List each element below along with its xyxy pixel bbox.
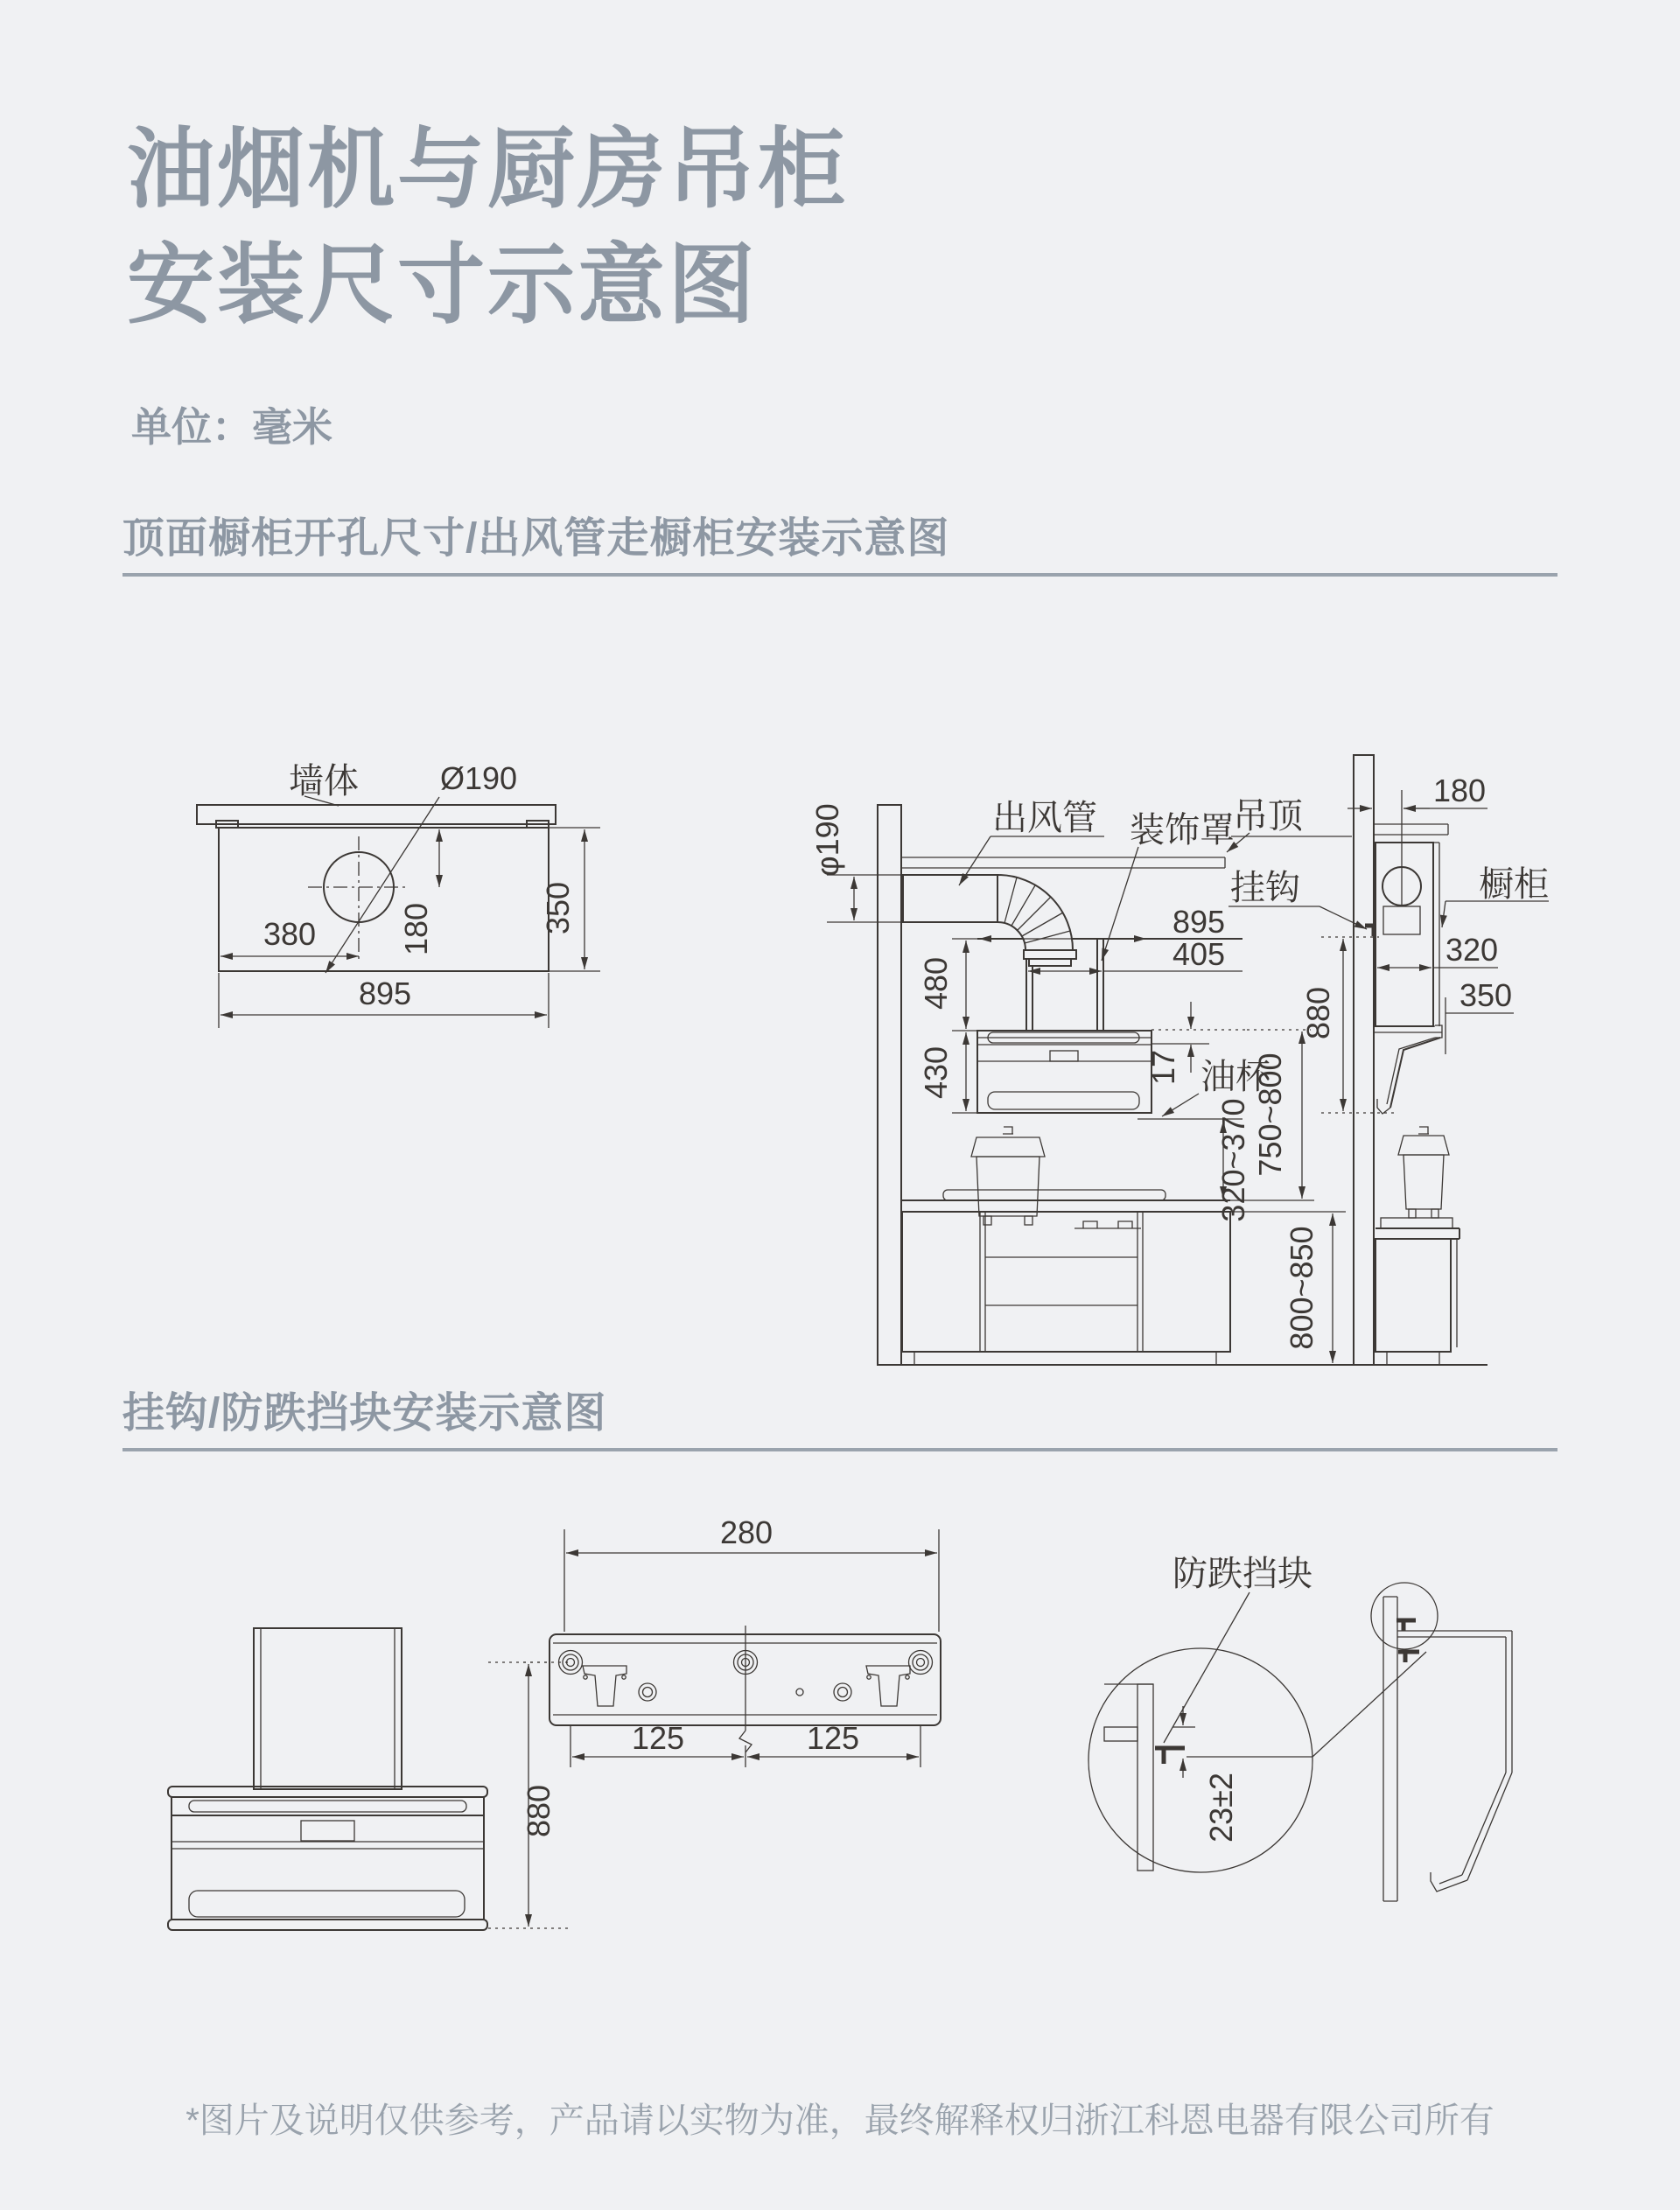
section1-diagram <box>0 665 1680 1382</box>
plan-dim-350-label: 350 <box>540 881 576 935</box>
side-hood-profile <box>1374 1025 1442 1114</box>
front-dim-17-label: 17 <box>1145 1049 1181 1086</box>
hook-leader <box>1320 906 1367 929</box>
plate-body <box>523 1626 941 1752</box>
detail-block-symbol <box>1155 1748 1185 1764</box>
side-ceiling <box>1374 824 1448 835</box>
plan-hole-diameter-label: Ø190 <box>440 760 518 796</box>
plate-right-hook <box>866 1666 910 1706</box>
hood-bottom-plate <box>168 1920 487 1930</box>
detail-circle <box>1088 1648 1312 1872</box>
plan-dim-380 <box>220 916 359 956</box>
side-wall <box>1354 755 1374 1365</box>
detail-dim-23 <box>1172 1706 1312 1843</box>
plan-wall-label: 墙体 <box>289 762 359 801</box>
hood-oil-panel <box>189 1891 465 1917</box>
plan-dim-380-label: 380 <box>262 916 317 952</box>
section2-diagram <box>0 1487 1680 1951</box>
side-plate <box>1383 1597 1397 1901</box>
side-top-cabinet <box>1376 790 1439 1026</box>
front-dim-895-label: 895 <box>1172 904 1226 940</box>
duct-corrugated-pipe <box>903 875 998 922</box>
page-title-line2: 安装尺寸示意图 <box>127 236 758 334</box>
hook-symbol <box>1365 926 1374 936</box>
front-dim-320-370-label: 320~370 <box>1215 1098 1251 1222</box>
plan-hole-centerlines <box>308 836 410 962</box>
side-dim-350 <box>1446 977 1514 1054</box>
side-counter <box>1352 1127 1488 1365</box>
detail-wall-section <box>1104 1684 1153 1871</box>
side-dim-320 <box>1377 932 1498 968</box>
front-dim-430-label: 430 <box>918 1046 954 1100</box>
duct-leader <box>959 836 990 885</box>
front-pot <box>971 1127 1045 1225</box>
front-hood-display <box>1050 1051 1078 1061</box>
plan-dim-895-label: 895 <box>358 976 412 1011</box>
anti-fall-diagram <box>1088 1555 1512 1901</box>
front-dim-430 <box>918 1032 977 1113</box>
detail-plate-arm <box>1104 1727 1138 1741</box>
side-detail-circle <box>1371 1583 1438 1649</box>
front-wall <box>878 805 901 1365</box>
hook-label: 挂钩 <box>1230 869 1300 907</box>
plate-left-hook <box>583 1666 626 1706</box>
front-dim-750-800-label: 750~800 <box>1252 1053 1288 1177</box>
side-dim-880-label: 880 <box>1300 986 1336 1040</box>
hood-body-front <box>168 1815 487 1930</box>
anti-fall-side-view <box>1371 1583 1512 1901</box>
front-dim-480 <box>918 939 980 1031</box>
side-dim-350-label: 350 <box>1460 977 1513 1013</box>
hood-dim-880-label: 880 <box>521 1784 556 1838</box>
front-dim-phi190 <box>809 803 903 922</box>
plate-dim-280-label: 280 <box>719 1514 774 1550</box>
hood-display-window <box>301 1821 354 1841</box>
plan-dim-895 <box>219 973 549 1028</box>
plan-dim-180-label: 180 <box>398 902 434 956</box>
side-dim-180-label: 180 <box>1433 773 1487 808</box>
front-ceiling <box>901 857 1225 868</box>
anti-fall-leader <box>1164 1592 1250 1743</box>
side-dim-180 <box>1348 773 1488 808</box>
front-dim-800-850-label: 800~850 <box>1284 1226 1320 1350</box>
plate-dim-125-left-label: 125 <box>631 1720 685 1756</box>
front-dim-405-label: 405 <box>1172 936 1226 972</box>
hood-glass-band <box>172 1797 484 1815</box>
front-dim-480-label: 480 <box>918 956 954 1011</box>
side-duct-ribs <box>1383 906 1420 934</box>
duct-label: 出风管 <box>992 799 1097 837</box>
front-dim-800-850 <box>1230 1212 1346 1365</box>
cover-label: 装饰罩 <box>1130 811 1235 850</box>
ceiling-label: 吊顶 <box>1233 797 1303 836</box>
plate-dim-280 <box>564 1514 939 1632</box>
page-title-line1: 油烟机与厨房吊柜 <box>127 121 848 219</box>
side-pot <box>1398 1127 1449 1218</box>
front-right-burner <box>1074 1221 1141 1228</box>
cabinet-label: 橱柜 <box>1479 865 1549 904</box>
front-counter <box>901 1127 1230 1228</box>
anti-fall-label: 防跌挡块 <box>1172 1555 1312 1593</box>
page-title <box>127 112 848 343</box>
oil-cup-leader <box>1162 1094 1199 1116</box>
front-dim-phi190-label: φ190 <box>809 803 845 877</box>
front-duct-assembly <box>903 875 1076 966</box>
oil-cup-label: 油杯 <box>1200 1058 1270 1096</box>
footer-note: *图片及说明仅供参考，产品请以实物为准，最终解释权归浙江科恩电器有限公司所有 <box>186 2102 1494 2140</box>
section2-heading: 挂钩/防跌挡块安装示意图 <box>122 1390 607 1437</box>
hood-dim-880 <box>488 1662 569 1928</box>
front-oil-tray <box>988 1092 1139 1109</box>
detail-link-leader <box>1312 1652 1426 1757</box>
plan-wall-section <box>197 805 556 824</box>
mount-plate-diagram <box>523 1514 941 1767</box>
section1-heading: 顶面橱柜开孔尺寸/出风管走橱柜安装示意图 <box>122 515 950 562</box>
side-dim-880 <box>1300 937 1396 1113</box>
cabinet-leader <box>1442 901 1446 927</box>
section2-divider <box>122 1448 1558 1451</box>
front-stove-plate <box>943 1190 1166 1200</box>
plan-view-diagram <box>197 760 600 1028</box>
section1-divider <box>122 573 1558 577</box>
side-block-top <box>1396 1620 1416 1631</box>
detail-dim-23-label: 23±2 <box>1203 1773 1239 1843</box>
side-hood-body <box>1397 1631 1512 1892</box>
front-dim-750-800 <box>1247 1030 1314 1200</box>
hood-chimney <box>254 1628 402 1789</box>
cover-leader <box>1102 847 1138 961</box>
unit-label: 单位：毫米 <box>131 404 332 450</box>
hood-front-diagram <box>168 1628 569 1930</box>
side-dim-320-label: 320 <box>1446 932 1499 968</box>
plan-dim-180 <box>398 829 439 955</box>
plate-dim-125-right-label: 125 <box>806 1720 860 1756</box>
hood-top-plate <box>168 1787 487 1797</box>
